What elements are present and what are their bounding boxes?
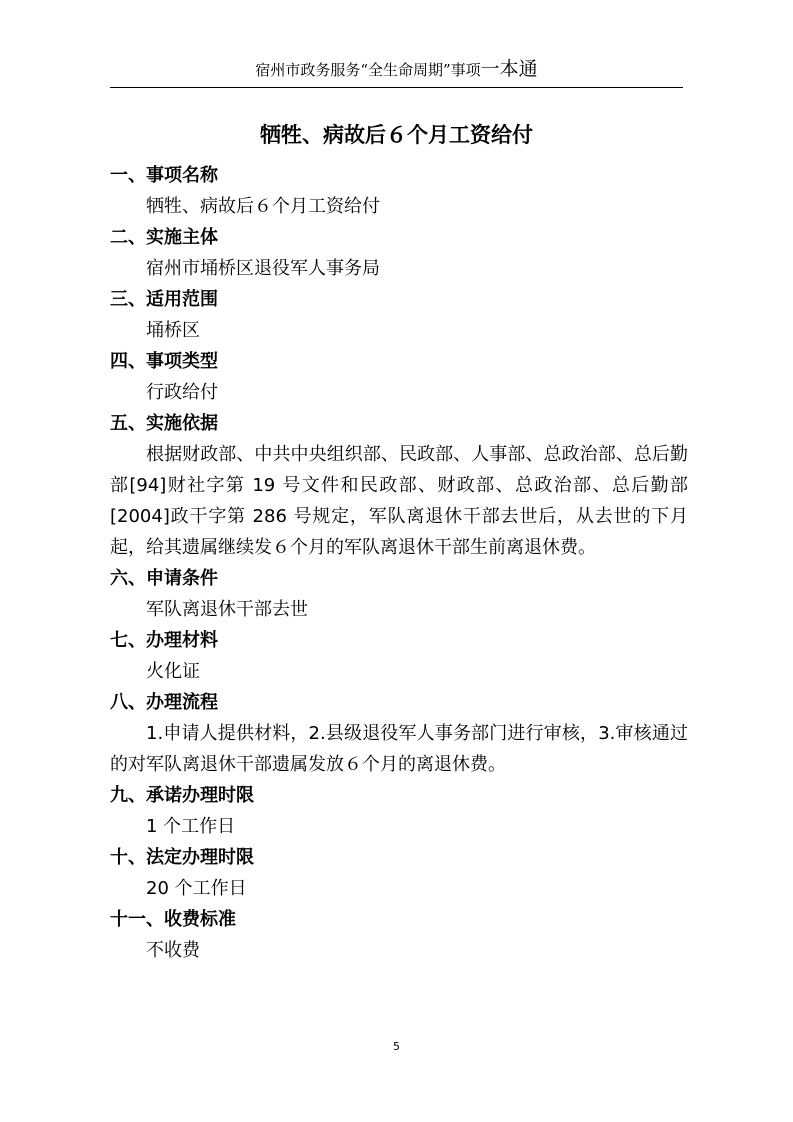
section-implementing-body (110, 222, 688, 284)
section-scope (110, 284, 688, 346)
document-body (110, 160, 688, 966)
section-content: 不收费 (146, 940, 200, 961)
section-fee-standard (110, 904, 688, 966)
section-heading: 八、办理流程 (110, 692, 218, 713)
section-content: 军队离退休干部去世 (146, 599, 308, 620)
section-content: 1.申请人提供材料，2.县级退役军人事务部门进行审核，3.审核通过的对军队离退休干部遗属发放６个月的离退休费。 (110, 723, 688, 775)
section-heading: 十、法定办理时限 (110, 847, 254, 868)
section-heading: 四、事项类型 (110, 351, 218, 372)
section-content: 牺牲、病故后６个月工资给付 (146, 196, 380, 217)
section-application-conditions (110, 563, 688, 625)
document-title: 牺牲、病故后６个月工资给付 (260, 123, 533, 147)
header-rule (110, 87, 683, 88)
section-promised-time-limit (110, 780, 688, 842)
section-heading: 九、承诺办理时限 (110, 785, 254, 806)
section-heading: 二、实施主体 (110, 227, 218, 248)
section-legal-basis (110, 408, 688, 563)
running-header (0, 58, 793, 81)
section-heading: 一、事项名称 (110, 165, 218, 186)
page-number: 5 (393, 1040, 400, 1053)
section-item-name (110, 160, 688, 222)
section-content: 20 个工作日 (146, 878, 247, 899)
section-heading: 七、办理材料 (110, 630, 218, 651)
section-heading: 十一、收费标准 (110, 909, 236, 930)
section-process (110, 687, 688, 780)
section-heading: 三、适用范围 (110, 289, 218, 310)
running-header-text: 宿州市政务服务“全生命周期”事项 (255, 61, 481, 79)
section-content: 宿州市埇桥区退役军人事务局 (146, 258, 380, 279)
section-content: 根据财政部、中共中央组织部、民政部、人事部、总政治部、总后勤部[94]财社字第 19 号文件和民政部、财政部、总政治部、总后勤部[2004]政干字第 286 号规定，军队离退休干部去世后，从去世的下月起，给其遗属继续发６个月的军队离退休干部生前离退休费。 (110, 444, 688, 558)
section-content: 埇桥区 (146, 320, 200, 341)
section-item-type (110, 346, 688, 408)
running-header-suffix: 一本通 (480, 58, 538, 80)
section-heading: 五、实施依据 (110, 413, 218, 434)
section-required-materials (110, 625, 688, 687)
section-content: 1 个工作日 (146, 816, 236, 837)
section-content: 行政给付 (146, 382, 218, 403)
section-statutory-time-limit (110, 842, 688, 904)
section-heading: 六、申请条件 (110, 568, 218, 589)
section-content: 火化证 (146, 661, 200, 682)
